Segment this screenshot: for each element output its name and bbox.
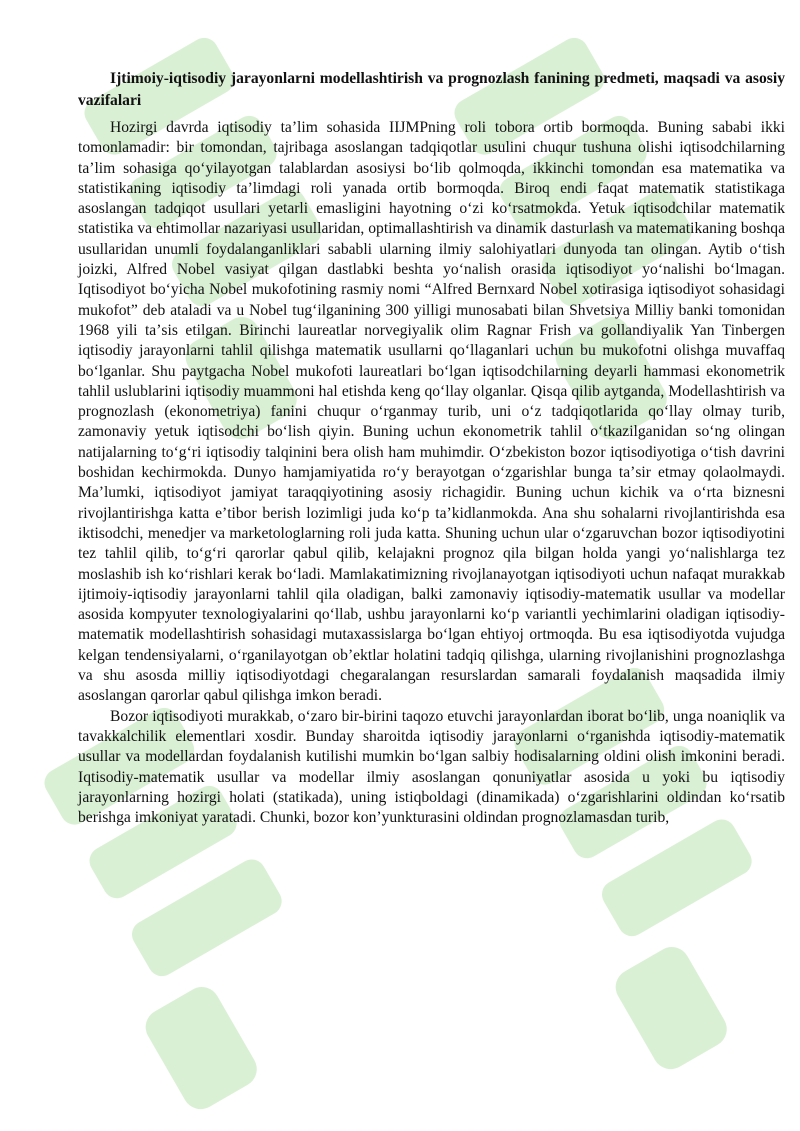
document-body — [78, 68, 785, 828]
body-paragraph: Bozor iqtisodiyoti murakkab, oʻzaro bir-birini taqozo etuvchi jarayonlardan iborat boʻlib, unga noaniqlik va tavakkalchilik elementlari xosdir. Bunday sharoitda iqtisodiy jarayonlarni oʻrganishda iqtisodiy-matematik usullar va modellardan foydalanish kutilishi mumkin boʻlgan salbiy hodisalarning oldini olish imkonini beradi. Iqtisodiy-matematik usullar va modellar ilmiy asoslangan qonuniyatlar asosida u yoki bu iqtisodiy jarayonlarning hozirgi holati (statikada), uning istiqboldagi (dinamikada) oʻzgarishlarini oldindan koʻrsatib berishga imkoniyat yaratadi. Chunki, bozor konʼyunkturasini oldindan prognozlamasdan turib, — [78, 707, 785, 827]
document-title: Ijtimoiy-iqtisodiy jarayonlarni modellashtirish va prognozlash fanining predmeti, maqsadi va asosiy vazifalari — [78, 70, 785, 109]
body-paragraph: Hozirgi davrda iqtisodiy taʼlim sohasida IIJMPning roli tobora ortib bormoqda. Buning sababi ikki tomonlamadir: bir tomondan, tajribaga asoslangan tadqiqotlar usulini chuqur tushuna olishi iqtisodchilarning taʼlim sohasiga qoʻyilayotgan talablardan asosiysi boʻlib qolmoqda, ikkinchi tomondan esa matematika va statistikaning iqtisodiy taʼlimdagi roli yanada ortib bormoqda. Biroq endi faqat matematik statistikaga asoslangan tadqiqot usullari yetarli emasligini hayotning oʻzi koʻrsatmokda. Yetuk iqtisodchilar matematik statistika va ehtimollar nazariyasi usullaridan, optimallashtirish va dinamik dasturlash va matematikaning boshqa usullaridan unumli foydalanganliklari sababli ularning ilmiy salohiyatlari dunyoda tan olingan. Aytib oʻtish joizki, Alfred Nobel vasiyat qilgan dastlabki beshta yoʻnalish orasida iqtisodiyot yoʻnalishi boʻlmagan. Iqtisodiyot boʻyicha Nobel mukofotining rasmiy nomi “Alfred Bernxard Nobel xotirasiga iqtisodiyot sohasidagi mukofot” deb ataladi va u Nobel tugʻilganining 300 yilligi munosabati bilan Shvetsiya Milliy banki tomonidan 1968 yili taʼsis etilgan. Birinchi laureatlar norvegiyalik olim Ragnar Frish va gollandiyalik Yan Tinbergen iqtisodiy jarayonlarni tahlil qilishga matematik usullarni qoʻllaganlari uchun bu mukofotni olishga muvaffaq boʻlganlar. Shu paytgacha Nobel mukofoti laureatlari boʻlgan iqtisodchilarning deyarli hammasi ekonometrik tahlil uslublarini iqtisodiy muammoni hal etishda keng qoʻllay olganlar. Qisqa qilib aytganda, Modellashtirish va prognozlash (ekonometriya) fanini chuqur oʻrganmay turib, uni oʻz tadqiqotlarida qoʻllay olmay turib, zamonaviy yetuk iqtisodchi boʻlish qiyin. Buning uchun ekonometrik tahlil oʻtkazilganidan soʻng olingan natijalarning toʻgʻri iqtisodiy talqinini bera olish ham muhimdir. Oʻzbekiston bozor iqtisodiyotiga oʻtish davrini boshidan kechirmokda. Dunyo hamjamiyatida roʻy berayotgan oʻzgarishlar bunga taʼsir etmay qolaolmaydi. Maʼlumki, iqtisodiyot jamiyat taraqqiyotining asosiy richagidir. Buning uchun kichik va oʻrta biznesni rivojlantirishga katta eʼtibor berish lozimligi juda koʻp taʼkidlanmokda. Ana shu sohalarni rivojlantirishda esa iktisodchi, menedjer va marketologlarning roli juda katta. Shuning uchun ular oʻzgaruvchan bozor iqtisodiyotini tez tahlil qilib, toʻgʻri qarorlar qabul qilib, kelajakni prognoz qila bilgan holda yangi yoʻnalishlarga tez moslashib ish koʻrishlari kerak boʻladi. Mamlakatimizning rivojlanayotgan iqtisodiyoti uchun nafaqat murakkab ijtimoiy-iqtisodiy jarayonlarni tahlil qila oladigan, balki zamonaviy iqtisodiy-matematik usullar va modellar asosida kompyuter texnologiyalarini qoʻllab, ushbu jarayonlarni koʻp variantli yechimlarini oladigan iqtisodiy-matematik modellashtirish sohasidagi mutaxassislarga boʻlgan ehtiyoj ortmoqda. Bu esa iqtisodiyotda vujudga kelgan tendensiyalarni, oʻrganilayotgan obʼektlar holatini tadqiq qilishga, ularning rivojlanishini prognozlashga va shu asosda milliy iqtisodiyotdagi chegaralangan resurslardan samarali foydalanish maqsadida ilmiy asoslangan qarorlar qabul qilishga imkon beradi. — [78, 119, 785, 705]
